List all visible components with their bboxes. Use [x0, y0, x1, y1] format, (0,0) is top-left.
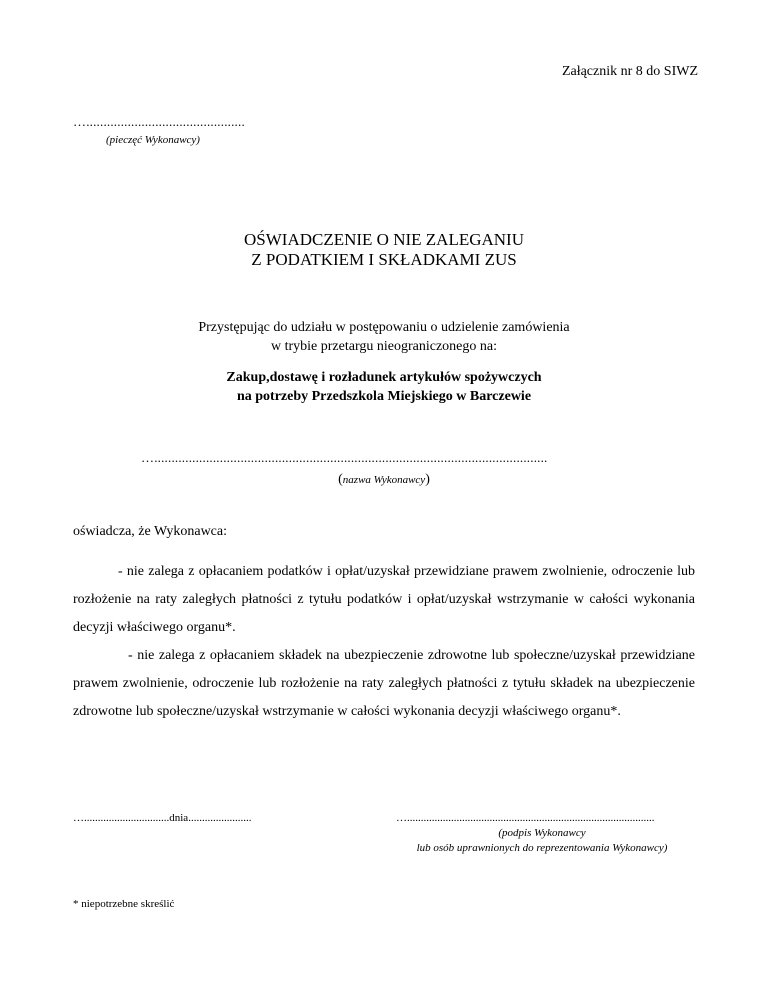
document-title — [0, 230, 768, 270]
contractor-name-placeholder-line: ….................................................................................................................. — [141, 450, 548, 465]
signature-placeholder-line: ….......................................................................................... — [396, 812, 655, 824]
intro-line-2: w trybie przetargu nieograniczonego na: — [271, 339, 497, 354]
declaration-paragraph-contributions: - nie zalega z opłacaniem składek na ubezpieczenie zdrowotne lub społeczne/uzyskał przewidziane prawem zwolnienie, odroczenie lub rozłożenie na raty zaległych płatności z tytułu składek na ubezpieczenie zdrowotne lub społeczne/uzyskał wstrzymanie w całości wykonania decyzji właściwego organu*. — [73, 648, 695, 719]
contractor-name-caption — [0, 472, 768, 488]
signature-caption-line-2: lub osób uprawnionych do reprezentowania Wykonawcy) — [416, 842, 668, 854]
footnote: * niepotrzebne skreślić — [73, 898, 175, 910]
signature-caption-line-1: (podpis Wykonawcy — [498, 827, 586, 839]
declaration-body — [73, 558, 695, 726]
intro-line-1: Przystępując do udziału w postępowaniu o udzielenie zamówienia — [198, 320, 570, 335]
annex-label: Załącznik nr 8 do SIWZ — [561, 64, 698, 79]
contract-subject-line-2: na potrzeby Przedszkola Miejskiego w Barczewie — [236, 389, 532, 404]
date-placeholder-line: …...............................dnia....................... — [73, 812, 252, 824]
intro-text — [0, 318, 768, 356]
contract-subject-line-1: Zakup,dostawę i rozładunek artykułów spożywczych — [226, 370, 542, 385]
document-title-line-2: Z PODATKIEM I SKŁADKAMI ZUS — [251, 250, 517, 269]
stamp-caption: (pieczęć Wykonawcy) — [106, 134, 200, 146]
caption-close-paren: ) — [425, 472, 430, 487]
declaration-intro: oświadcza, że Wykonawca: — [73, 524, 227, 539]
signature-caption — [382, 826, 702, 856]
document-title-line-1: OŚWIADCZENIE O NIE ZALEGANIU — [244, 230, 524, 249]
caption-text: nazwa Wykonawcy — [342, 474, 426, 486]
caption-open-paren: ( — [338, 472, 343, 487]
declaration-paragraph-taxes: - nie zalega z opłacaniem podatków i opłat/uzyskał przewidziane prawem zwolnienie, odroczenie lub rozłożenie na raty zaległych płatności z tytułu podatków i opłat/uzyskał wstrzymanie w całości wykonania decyzji właściwego organu*. — [73, 564, 695, 635]
contract-subject — [0, 368, 768, 406]
stamp-placeholder-line: ….............................................. — [73, 114, 245, 129]
